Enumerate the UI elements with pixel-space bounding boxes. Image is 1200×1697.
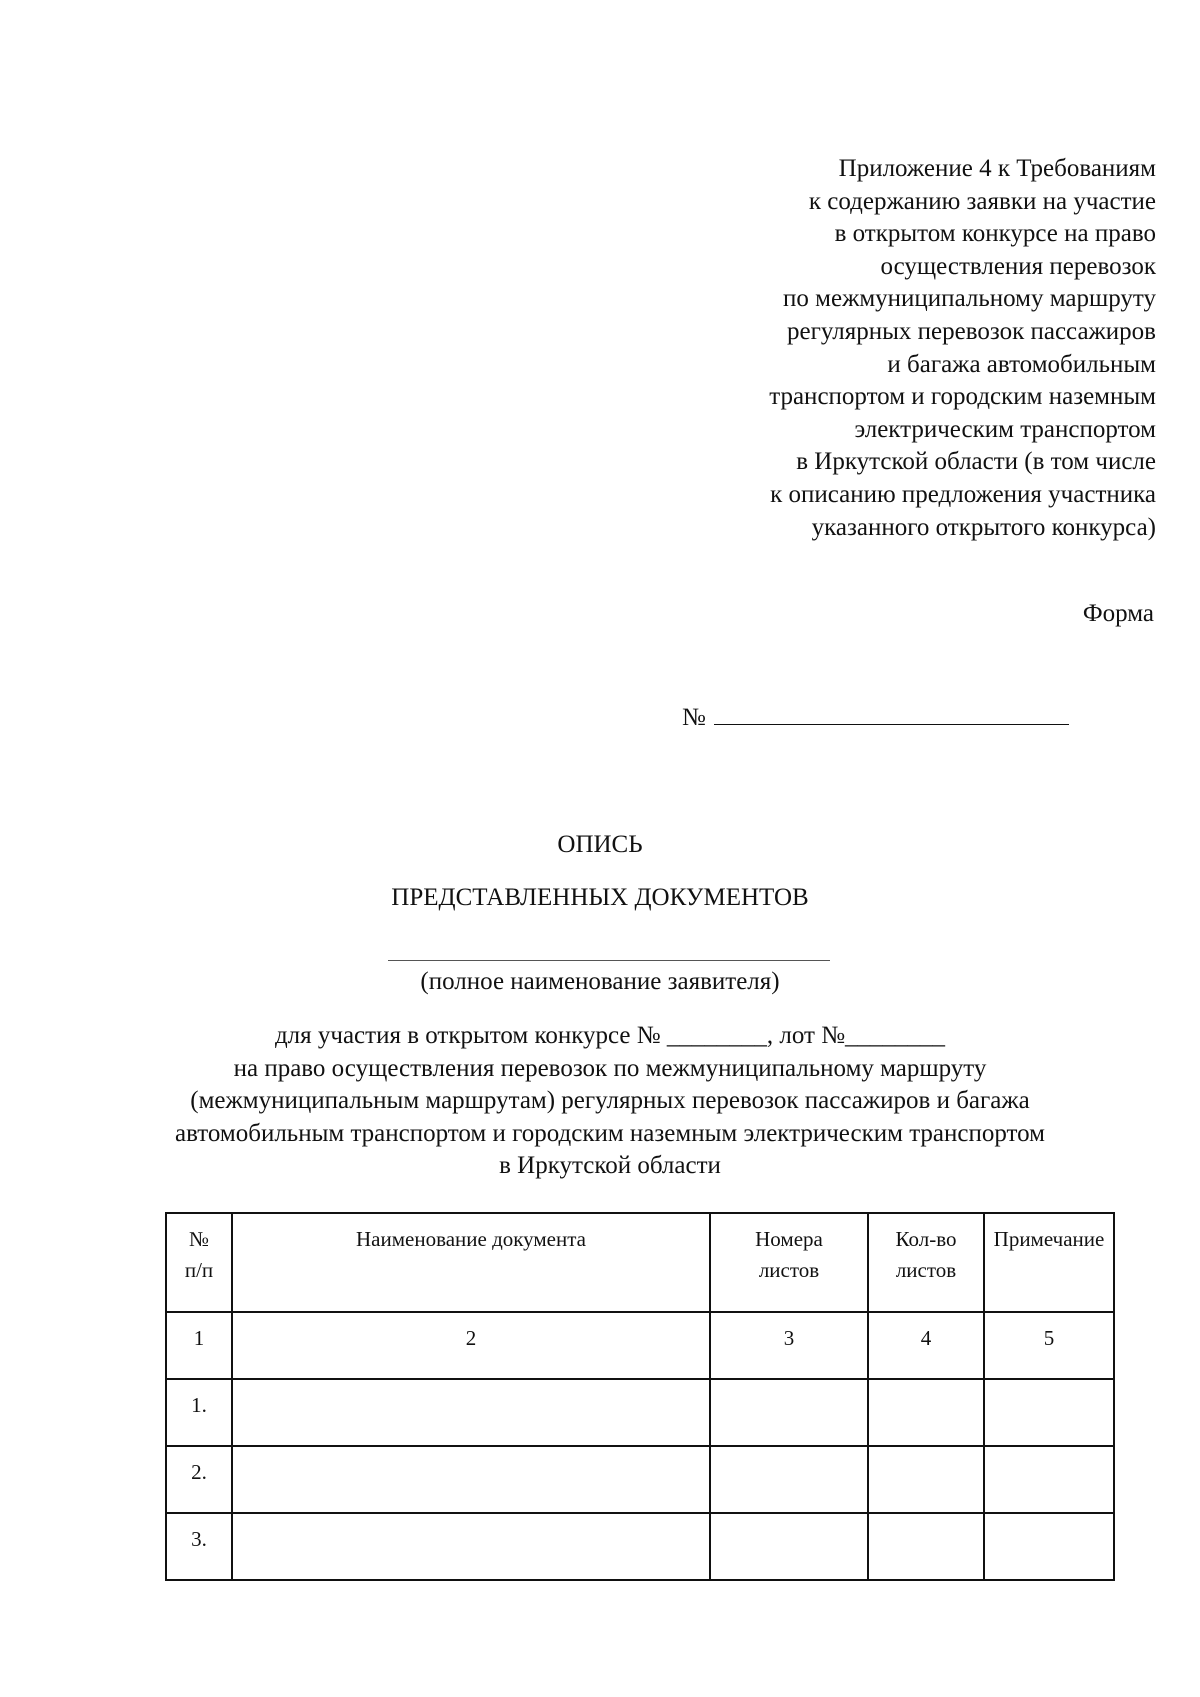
header-note: Примечание	[984, 1213, 1114, 1312]
appendix-line: по межмуниципальному маршруту	[783, 285, 1156, 313]
page-numbers-cell[interactable]	[710, 1513, 868, 1580]
appendix-line: Приложение 4 к Требованиям	[838, 155, 1156, 182]
column-number: 3	[710, 1312, 868, 1379]
purpose-line: в Иркутской области	[499, 1152, 721, 1179]
form-label: Форма	[1082, 600, 1154, 627]
appendix-line: транспортом и городским наземным	[769, 383, 1156, 411]
applicant-name-blank[interactable]	[388, 960, 830, 961]
header-num: № п/п	[166, 1213, 232, 1312]
purpose-line: для участия в открытом конкурсе № ________, лот №________	[274, 1022, 946, 1049]
page-title: ОПИСЬ	[557, 831, 643, 858]
appendix-line: к содержанию заявки на участие	[808, 187, 1156, 215]
appendix-heading	[596, 153, 1156, 544]
table-row	[166, 1513, 1114, 1580]
appendix-line: и багажа автомобильным	[887, 350, 1156, 378]
applicant-caption: (полное наименование заявителя)	[420, 968, 780, 995]
page-count-cell[interactable]	[868, 1379, 984, 1446]
page-count-cell[interactable]	[868, 1446, 984, 1513]
note-cell[interactable]	[984, 1446, 1114, 1513]
page-subtitle: ПРЕДСТАВЛЕННЫХ ДОКУМЕНТОВ	[391, 884, 809, 911]
note-cell[interactable]	[984, 1513, 1114, 1580]
column-number: 1	[166, 1312, 232, 1379]
appendix-line: в Иркутской области (в том числе	[796, 448, 1156, 476]
column-number-row	[166, 1312, 1114, 1379]
page-numbers-cell[interactable]	[710, 1379, 868, 1446]
note-cell[interactable]	[984, 1379, 1114, 1446]
appendix-line: осуществления перевозок	[880, 252, 1156, 280]
table-header-row	[166, 1213, 1114, 1312]
document-number-field[interactable]	[682, 700, 1069, 734]
page-numbers-cell[interactable]	[710, 1446, 868, 1513]
table-row	[166, 1379, 1114, 1446]
documents-table	[165, 1212, 1115, 1581]
appendix-line: электрическим транспортом	[854, 415, 1156, 443]
appendix-line: в открытом конкурсе на право	[834, 220, 1156, 248]
number-blank-line[interactable]	[714, 700, 1069, 725]
purpose-paragraph	[60, 1020, 1160, 1183]
appendix-line: к описанию предложения участника	[770, 480, 1156, 508]
appendix-line: регулярных перевозок пассажиров	[786, 317, 1156, 345]
header-page-count: Кол-во листов	[868, 1213, 984, 1312]
header-page-numbers: Номера листов	[710, 1213, 868, 1312]
number-sign: №	[682, 704, 706, 731]
purpose-line: автомобильным транспортом и городским наземным электрическим транспортом	[175, 1119, 1045, 1147]
column-number: 5	[984, 1312, 1114, 1379]
row-number: 3.	[166, 1513, 232, 1580]
row-number: 1.	[166, 1379, 232, 1446]
document-name-cell[interactable]	[232, 1446, 710, 1513]
purpose-line: (межмуниципальным маршрутам) регулярных перевозок пассажиров и багажа	[190, 1087, 1030, 1114]
row-number: 2.	[166, 1446, 232, 1513]
document-name-cell[interactable]	[232, 1379, 710, 1446]
purpose-line: на право осуществления перевозок по межмуниципальному маршруту	[233, 1054, 987, 1082]
column-number: 4	[868, 1312, 984, 1379]
page-count-cell[interactable]	[868, 1513, 984, 1580]
document-name-cell[interactable]	[232, 1513, 710, 1580]
header-document-name: Наименование документа	[232, 1213, 710, 1312]
appendix-line: указанного открытого конкурса)	[811, 513, 1156, 541]
column-number: 2	[232, 1312, 710, 1379]
table-row	[166, 1446, 1114, 1513]
